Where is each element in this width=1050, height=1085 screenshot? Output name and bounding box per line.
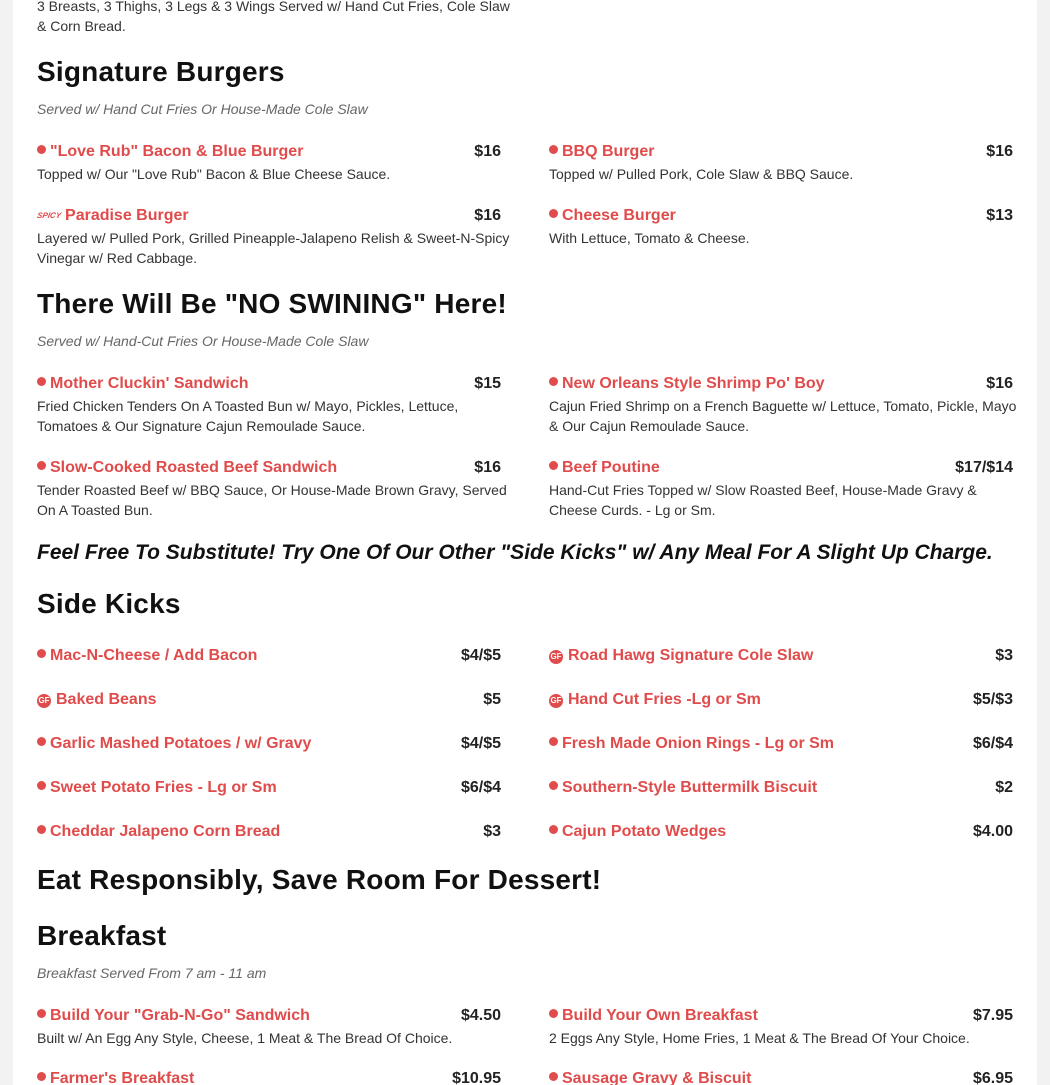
menu-item-beef-poutine[interactable] <box>549 458 660 478</box>
item-name: Sausage Gravy & Biscuit <box>562 1070 752 1085</box>
menu-item-sausage-gravy-biscuit[interactable] <box>549 1069 751 1085</box>
bullet-icon <box>549 377 558 386</box>
bullet-icon <box>549 1072 558 1081</box>
section-subtitle: Served w/ Hand-Cut Fries Or House-Made Cole Slaw <box>37 333 369 349</box>
bullet-icon <box>37 781 46 790</box>
section-title-side-kicks: Side Kicks <box>37 588 181 619</box>
spicy-icon: SPICY <box>36 211 62 220</box>
menu-item-corn-bread[interactable] <box>37 822 280 842</box>
menu-item-cheese-burger[interactable] <box>549 206 676 226</box>
item-price: $16 <box>474 207 501 224</box>
item-price: $7.95 <box>972 1007 1013 1024</box>
gluten-free-icon: GF <box>549 650 563 664</box>
menu-item-build-your-own-breakfast[interactable] <box>549 1006 758 1026</box>
section-subtitle: Breakfast Served From 7 am - 11 am <box>37 965 267 981</box>
item-name: Paradise Burger <box>65 207 189 224</box>
item-name: Southern-Style Buttermilk Biscuit <box>562 779 818 796</box>
gluten-free-icon: GF <box>37 694 51 708</box>
menu-item-mac-n-cheese[interactable] <box>37 646 257 666</box>
section-title-no-swining: There Will Be "NO SWINING" Here! <box>37 288 507 319</box>
section-subtitle: Served w/ Hand Cut Fries Or House-Made Cole Slaw <box>37 101 368 117</box>
item-description: Built w/ An Egg Any Style, Cheese, 1 Meat & The Bread Of Choice. <box>37 1030 453 1046</box>
bullet-icon <box>549 1009 558 1018</box>
item-name: Build Your Own Breakfast <box>562 1007 758 1024</box>
item-name: Build Your "Grab-N-Go" Sandwich <box>50 1007 310 1024</box>
item-name: Baked Beans <box>56 691 157 708</box>
item-price: $6.95 <box>972 1070 1013 1085</box>
bullet-icon <box>37 825 46 834</box>
menu-item-paradise-burger[interactable] <box>37 206 189 226</box>
item-name: Farmer's Breakfast <box>50 1070 195 1085</box>
bullet-icon <box>37 145 46 154</box>
item-price: $4.00 <box>972 823 1013 840</box>
bullet-icon <box>37 649 46 658</box>
item-name: Mother Cluckin' Sandwich <box>50 375 249 392</box>
bullet-icon <box>549 209 558 218</box>
menu-item-baked-beans[interactable] <box>37 690 157 710</box>
bullet-icon <box>37 1009 46 1018</box>
item-name: Cheese Burger <box>562 207 676 224</box>
bullet-icon <box>37 377 46 386</box>
menu-item-onion-rings[interactable] <box>549 734 834 754</box>
item-price: $15 <box>474 375 501 392</box>
item-price: $16 <box>986 375 1013 392</box>
item-price: $3 <box>483 823 501 840</box>
menu-item-hand-cut-fries[interactable] <box>549 690 761 710</box>
dessert-heading: Eat Responsibly, Save Room For Dessert! <box>37 864 602 895</box>
item-name: Fresh Made Onion Rings - Lg or Sm <box>562 735 835 752</box>
item-price: $4/$5 <box>460 647 501 664</box>
bullet-icon <box>549 461 558 470</box>
menu-item-cole-slaw[interactable] <box>549 646 813 666</box>
item-name: New Orleans Style Shrimp Po' Boy <box>562 375 825 392</box>
item-price: $16 <box>474 143 501 160</box>
item-price: $10.95 <box>452 1070 501 1085</box>
item-description: Hand-Cut Fries Topped w/ Slow Roasted Beef, House-Made Gravy & Cheese Curds. - Lg or Sm. <box>549 482 977 518</box>
menu-item-bbq-burger[interactable] <box>549 142 654 162</box>
item-name: Cajun Potato Wedges <box>562 823 727 840</box>
menu-item-shrimp-po-boy[interactable] <box>549 374 825 394</box>
menu-item-mother-cluckin-sandwich[interactable] <box>37 374 249 394</box>
bullet-icon <box>37 461 46 470</box>
item-description: With Lettuce, Tomato & Cheese. <box>549 230 750 246</box>
item-price: $5 <box>483 691 501 708</box>
item-price: $3 <box>995 647 1013 664</box>
menu-item-cajun-potato-wedges[interactable] <box>549 822 726 842</box>
item-name: Mac-N-Cheese / Add Bacon <box>50 647 258 664</box>
bullet-icon <box>549 825 558 834</box>
item-description: Tender Roasted Beef w/ BBQ Sauce, Or House-Made Brown Gravy, Served On A Toasted Bun. <box>37 482 507 518</box>
bullet-icon <box>37 737 46 746</box>
item-name: Garlic Mashed Potatoes / w/ Gravy <box>50 735 312 752</box>
item-description: Layered w/ Pulled Pork, Grilled Pineapple-Jalapeno Relish & Sweet-N-Spicy Vinegar w/ Red Cabbage. <box>37 230 510 266</box>
menu-item-farmers-breakfast[interactable] <box>37 1069 194 1085</box>
item-price: $5/$3 <box>972 691 1013 708</box>
item-name: Hand Cut Fries -Lg or Sm <box>568 691 761 708</box>
item-name: Beef Poutine <box>562 459 660 476</box>
item-price: $13 <box>986 207 1013 224</box>
item-price: $16 <box>986 143 1013 160</box>
item-price: $6/$4 <box>460 779 501 796</box>
item-name: Cheddar Jalapeno Corn Bread <box>50 823 281 840</box>
item-description: Topped w/ Pulled Pork, Cole Slaw & BBQ Sauce. <box>549 166 854 182</box>
gluten-free-icon: GF <box>549 694 563 708</box>
bullet-icon <box>37 1072 46 1081</box>
bullet-icon <box>549 145 558 154</box>
item-description: Topped w/ Our "Love Rub" Bacon & Blue Cheese Sauce. <box>37 166 391 182</box>
bullet-icon <box>549 737 558 746</box>
item-description: Fried Chicken Tenders On A Toasted Bun w/ Mayo, Pickles, Lettuce, Tomatoes & Our Signature Cajun Remoulade Sauce. <box>37 398 459 434</box>
section-title-signature-burgers: Signature Burgers <box>37 56 285 87</box>
item-price: $4.50 <box>460 1007 501 1024</box>
item-name: Sweet Potato Fries - Lg or Sm <box>50 779 277 796</box>
menu-item-garlic-mashed-potatoes[interactable] <box>37 734 311 754</box>
section-title-breakfast: Breakfast <box>37 920 167 951</box>
item-name: Road Hawg Signature Cole Slaw <box>568 647 814 664</box>
item-description: Cajun Fried Shrimp on a French Baguette w/ Lettuce, Tomato, Pickle, Mayo & Our Cajun Remoulade Sauce. <box>549 398 1017 434</box>
item-price: $2 <box>995 779 1013 796</box>
item-price: $16 <box>474 459 501 476</box>
item-name: BBQ Burger <box>562 143 655 160</box>
menu-item-grab-n-go-sandwich[interactable] <box>37 1006 310 1026</box>
menu-page <box>13 0 1037 1085</box>
item-description: 3 Breasts, 3 Thighs, 3 Legs & 3 Wings Served w/ Hand Cut Fries, Cole Slaw & Corn Bread. <box>37 0 510 34</box>
item-price: $17/$14 <box>955 459 1013 476</box>
bullet-icon <box>549 781 558 790</box>
substitute-note: Feel Free To Substitute! Try One Of Our Other "Side Kicks" w/ Any Meal For A Slight Up Charge. <box>37 541 993 564</box>
menu-item-sweet-potato-fries[interactable] <box>37 778 277 798</box>
item-description: 2 Eggs Any Style, Home Fries, 1 Meat & The Bread Of Your Choice. <box>549 1030 970 1046</box>
item-name: "Love Rub" Bacon & Blue Burger <box>50 143 304 160</box>
item-name: Slow-Cooked Roasted Beef Sandwich <box>50 459 338 476</box>
menu-item-roasted-beef-sandwich[interactable] <box>37 458 337 478</box>
menu-item-buttermilk-biscuit[interactable] <box>549 778 817 798</box>
item-price: $6/$4 <box>972 735 1013 752</box>
menu-item-love-rub-burger[interactable] <box>37 142 303 162</box>
item-price: $4/$5 <box>460 735 501 752</box>
